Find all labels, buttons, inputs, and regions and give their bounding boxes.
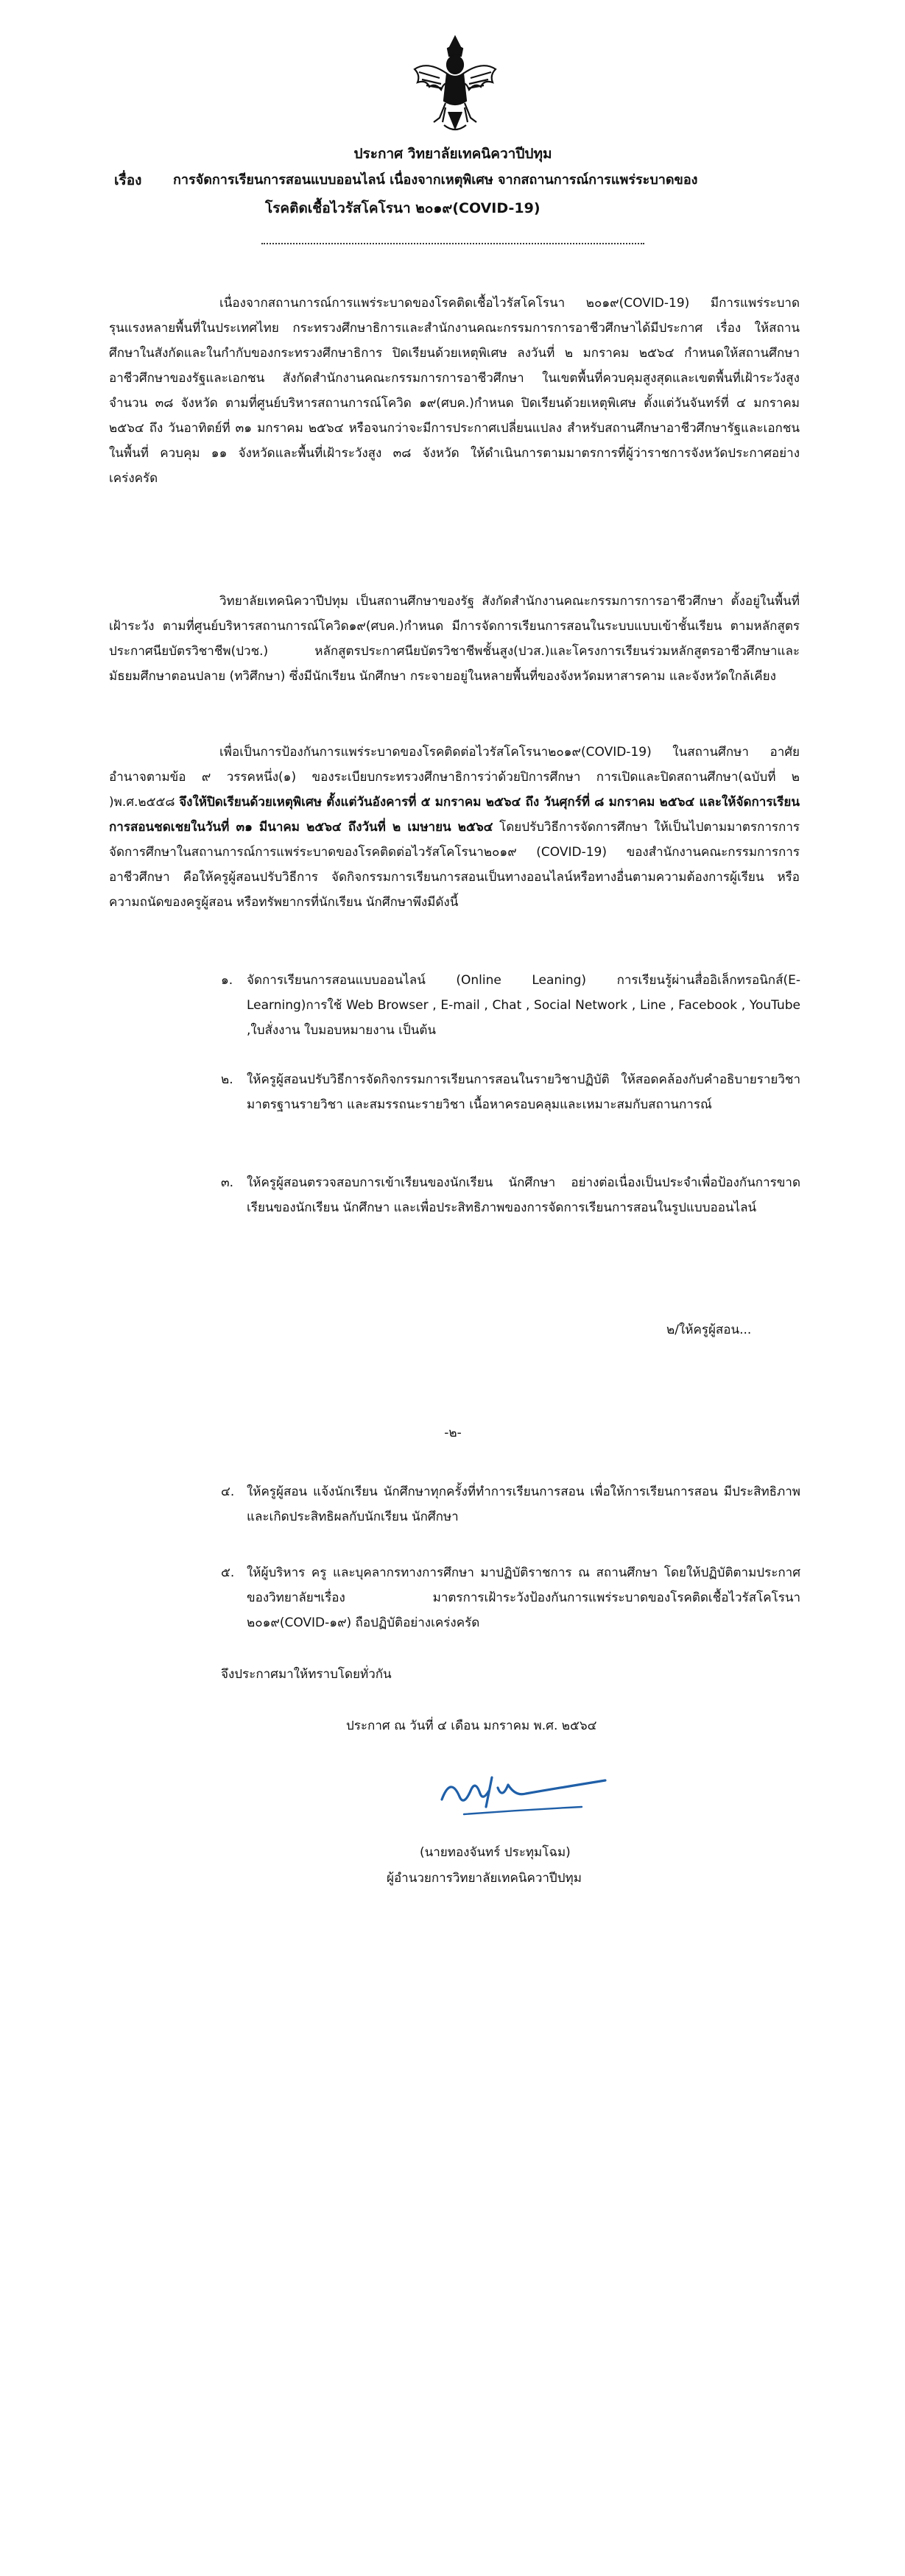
header-divider — [261, 243, 644, 244]
page-number: -๒- — [444, 1426, 462, 1440]
continuation-note: ๒/ให้ครูผู้สอน... — [666, 1323, 752, 1337]
subject-label: เรื่อง — [114, 172, 142, 188]
paragraph-2: วิทยาลัยเทคนิควาปีปทุม เป็นสถานศึกษาของรัฐ สังกัดสำนักงานคณะกรรมการการอาชีวศึกษา ตั้งอยู่ในพื้นที่เฝ้าระวัง ตามที่ศูนย์บริหารสถานการณ์โควิด๑๙(ศบค.)กำหนด มีการจัดการเรียนการสอนในระบบแบบเข้าชั้นเรียน ตามหลักสูตรประกาศนียบัตรวิชาชีพ(ปวช.) หลักสูตรประกาศนียบัตรวิชาชีพชั้นสูง(ปวส.)และโครงการเรียนร่วมหลักสูตรอาชีวศึกษาและมัธยมศึกษาตอนปลาย (ทวิศึกษา) ซึ่งมีนักเรียน นักศึกษา กระจายอยู่ในหลายพื้นที่ของจังหวัดมหาสารคาม และจังหวัดใกล้เคียง — [109, 594, 800, 684]
paragraph-1: เนื่องจากสถานการณ์การแพร่ระบาดของโรคติดเชื้อไวรัสโคโรนา ๒๐๑๙(COVID-19) มีการแพร่ระบาดรุนแรงหลายพื้นที่ในประเทศไทย กระทรวงศึกษาธิการและสำนักงานคณะกรรมการการอาชีวศึกษาได้มีประกาศ เรื่อง ให้สถานศึกษาในสังกัดและในกำกับของกระทรวงศึกษาธิการ ปิดเรียนด้วยเหตุพิเศษ ลงวันที่ ๒ มกราคม ๒๕๖๔ กำหนดให้สถานศึกษาอาชีวศึกษาของรัฐและเอกชน สังกัดสำนักงานคณะกรรมการการอาชีวศึกษา ในเขตพื้นที่ควบคุมสูงสุดและเขตพื้นที่เฝ้าระวังสูง จำนวน ๓๘ จังหวัด ตามที่ศูนย์บริหารสถานการณ์โควิด ๑๙(ศบค.)กำหนด ปิดเรียนด้วยเหตุพิเศษ ตั้งแต่วันจันทร์ที่ ๔ มกราคม ๒๕๖๔ ถึง วันอาทิตย์ที่ ๓๑ มกราคม ๒๕๖๔ หรือจนกว่าจะมีการประกาศเปลี่ยนแปลง สำหรับสถานศึกษาอาชีวศึกษารัฐและเอกชน ในพื้นที่ ควบคุม ๑๑ จังหวัดและพื้นที่เฝ้าระวังสูง ๓๘ จังหวัด ให้ดำเนินการตามมาตรการที่ผู้ว่าราชการจังหวัดประกาศอย่างเคร่งครัด — [109, 296, 800, 486]
item-2-number: ๒. — [221, 1072, 233, 1087]
paragraph-3-part-a: เพื่อเป็นการป้องกันการแพร่ระบาดของโรคติดต่อไวรัสโคโรนา๒๐๑๙(COVID-19) ในสถานศึกษา อาศัยอำนาจตามข้อ ๙ วรรคหนึ่ง(๑) ของระเบียบกระทรวงศึกษาธิการว่าด้วยปิการศึกษา การเปิดและปิดสถานศึกษา(ฉบับที่ ๒ )พ.ศ.๒๕๕๘ — [109, 745, 800, 810]
item-3-text: ให้ครูผู้สอนตรวจสอบการเข้าเรียนของนักเรียน นักศึกษา อย่างต่อเนื่องเป็นประจำเพื่อป้องกันการขาดเรียนของนักเรียน นักศึกษา และเพื่อประสิทธิภาพของการจัดการเรียนการสอนในรูปแบบออนไลน์ — [247, 1175, 800, 1215]
item-4-text: ให้ครูผู้สอน แจ้งนักเรียน นักศึกษาทุกครั้งที่ทำการเรียนการสอน เพื่อให้การเรียนการสอน มีประสิทธิภาพและเกิดประสิทธิผลกับนักเรียน นักศึกษา — [247, 1485, 800, 1524]
item-5-text: ให้ผู้บริหาร ครู และบุคลากรทางการศึกษา มาปฏิบัติราชการ ณ สถานศึกษา โดยให้ปฏิบัติตามประกาศของวิทยาลัยฯเรื่อง มาตรการเฝ้าระวังป้องกันการแพร่ระบาดของโรคติดเชื้อไวรัสโคโรนา ๒๐๑๙(COVID-๑๙) ถือปฏิบัติอย่างเคร่งครัด — [247, 1565, 800, 1630]
garuda-emblem-icon — [407, 31, 503, 138]
announcement-title: ประกาศ วิทยาลัยเทคนิควาปีปทุม — [353, 146, 552, 162]
paragraph-3-bold: จึงให้ปิดเรียนด้วยเหตุพิเศษ ตั้งแต่วันอังคารที่ ๕ มกราคม ๒๕๖๔ ถึง วันศุกร์ที่ ๘ มกราคม ๒๕๖๔ และให้จัดการเรียน การสอนชดเชยในวันที่ ๓๑ มีนาคม ๒๕๖๔ ถึงวันที่ ๒ เมษายน ๒๕๖๔ — [109, 795, 800, 835]
item-3-number: ๓. — [221, 1175, 234, 1190]
item-1-text: จัดการเรียนการสอนแบบออนไลน์ (Online Leaning) การเรียนรู้ผ่านสื่ออิเล็กทรอนิกส์(E-Learning)การใช้ Web Browser , E-mail , Chat , Social Network , Line , Facebook , YouTube ,ใบสั่งงาน ใบมอบหมายงาน เป็นต้น — [247, 973, 800, 1038]
closing-statement: จึงประกาศมาให้ทราบโดยทั่วกัน — [221, 1667, 392, 1682]
item-5-number: ๕. — [221, 1565, 235, 1580]
paragraph-3-part-c: โดยปรับวิธีการจัดการศึกษา ให้เป็นไปตามมาตรการการจัดการศึกษาในสถานการณ์การแพร่ระบาดของโรคติดต่อไวรัสโคโรนา๒๐๑๙ (COVID-19) ของสำนักงานคณะกรรมการการอาชีวศึกษา คือให้ครูผู้สอนปรับวิธีการ จัดกิจกรรมการเรียนการสอนเป็นทางออนไลน์หรือทางอื่นตามความต้องการผู้เรียน หรือความถนัดของครูผู้สอน หรือทรัพยากรที่นักเรียน นักศึกษาพึงมีดังนี้ — [109, 820, 800, 910]
item-2-text: ให้ครูผู้สอนปรับวิธีการจัดกิจกรรมการเรียนการสอนในรายวิชาปฏิบัติ ให้สอดคล้องกับคำอธิบายรายวิชา มาตรฐานรายวิชา และสมรรถนะรายวิชา เนื้อหาครอบคลุมและเหมาะสมกับสถานการณ์ — [247, 1072, 800, 1112]
paragraph-3 — [109, 740, 800, 915]
signer-title: ผู้อำนวยการวิทยาลัยเทคนิควาปีปทุม — [387, 1871, 582, 1886]
item-4-number: ๔. — [221, 1485, 235, 1499]
signature-icon — [434, 1755, 611, 1822]
page-two — [0, 1426, 905, 2576]
item-1-number: ๑. — [221, 973, 233, 988]
subject-line-1: การจัดการเรียนการสอนแบบออนไลน์ เนื่องจากเหตุพิเศษ จากสถานการณ์การแพร่ระบาดของ — [173, 172, 698, 188]
subject-line-2: โรคติดเชื้อไวรัสโคโรนา ๒๐๑๙(COVID-19) — [265, 200, 540, 216]
signer-name: (นายทองจันทร์ ประทุมโฉม) — [420, 1845, 571, 1860]
announcement-date: ประกาศ ณ วันที่ ๔ เดือน มกราคม พ.ศ. ๒๕๖๔ — [346, 1719, 597, 1733]
